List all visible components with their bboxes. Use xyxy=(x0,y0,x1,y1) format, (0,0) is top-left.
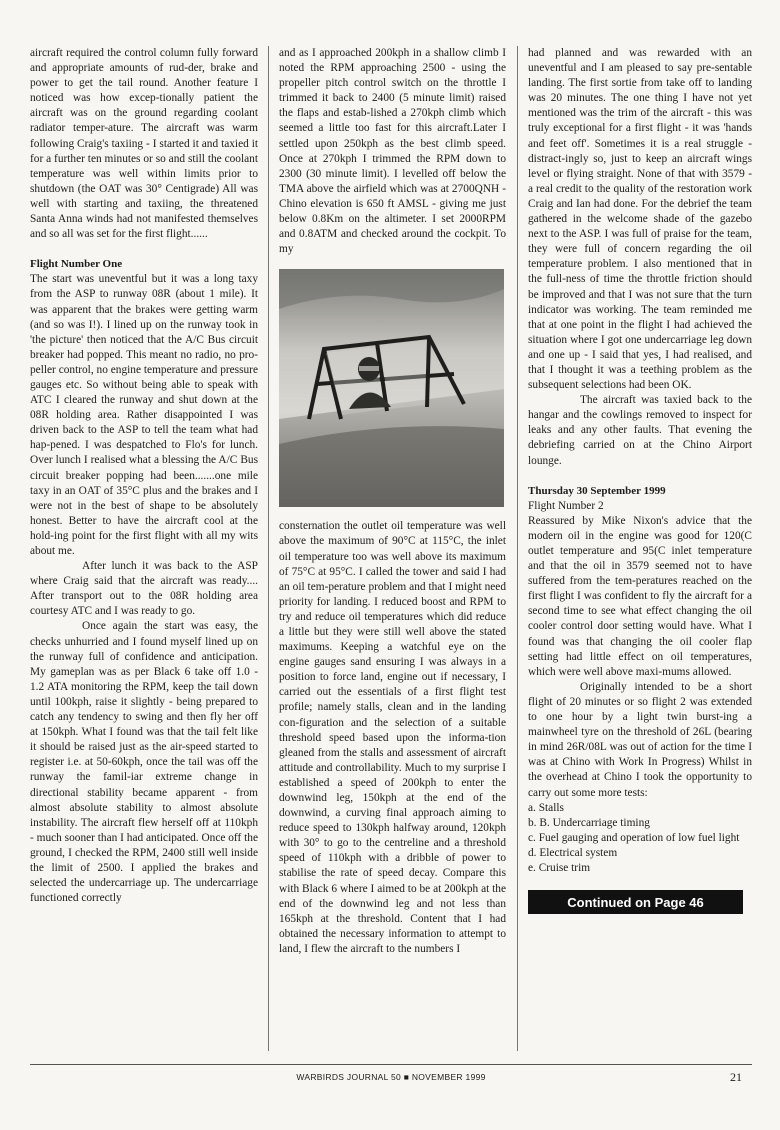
cockpit-photo xyxy=(279,269,504,507)
list-item: e. Cruise trim xyxy=(528,861,591,874)
list-item: c. Fuel gauging and operation of low fuel light xyxy=(528,831,740,844)
paragraph: had planned and was rewarded with an uneventful and I am pleased to say pre-sentable landing. The first sortie from take off to landing was 20 minutes. The one thing I have not yet mentioned was the trim of the aircraft - this was truly exceptional for a first flight - it was 'hands and feet off'. Sometimes it is a real struggle - distract-ingly so, just to keep an aircraft wings level or flying straight. None of that with 3579 - a real credit to the quality of the restoration work Craig and Ian had done. For the debrief the team gathered in the welcome shade of the gazebo next to the ASP. I was full of praise for the team, they were full of concern regarding the oil temperature problem. I also mentioned that in the full-ness of time the throttle friction should be improved and that I was not sure that the turn indicator was working. The team reminded me that at one point in the flight I had achieved the situation where I got one undercarriage leg down and one up - I said that yes, I had realised, and that I thought it was a teething problem as the subsequent selections had been OK. xyxy=(528,47,752,392)
column-1 xyxy=(30,46,258,906)
list-item: d. Electrical system xyxy=(528,846,618,859)
paragraph: and as I approached 200kph in a shallow climb I noted the RPM approaching 2500 - using the propeller pitch control switch on the throttle I trimmed it back to 2400 (5 minute limit) raised the flaps and estab-lished a 270kph climb which seemed a little too fast for this aircraft.Later I settled upon 250kph as the best climb speed. Once at 270kph I trimmed the RPM down to 2300 (30 minute limit). I levelled off below the TMA above the airfield which was at 2700QNH - Chino elevation is 650 ft AMSL - giving me just below 0.8Km on the altimeter. I set 2000RPM and 0.8ATM and checked around the cockpit. To my xyxy=(279,47,506,256)
column-divider xyxy=(268,46,269,1051)
paragraph: The aircraft was taxied back to the hangar and the cowlings removed to inspect for leaks and any other faults. That evening the debriefing carried on at the Chino Airport lounge. xyxy=(528,394,752,467)
paragraph: consternation the outlet oil temperature was well above the maximum of 90°C at 115°C, the inlet oil temperature too was well above its maximum of 75°C at 95°C. I called the tower and said I had an oil tem-perature problem and that I might need priority for landing. I reduced boost and RPM to try and reduce oil temperatures which did reduce a little but they were still well above the stated maximums. Keeping a watchful eye on the engine gauges sand ensuring I was always in a position to force land, engine out if necessary, I carried out the essentials of a first flight test profile; namely stalls, clean and in the landing con-figuration and the selection of a suitable threshold speed based upon the informa-tion gleaned from the stalls and assessment of aircraft attitude and controllability. Much to my surprise I established a speed of 200kph to enter the downwind leg, 150kph at the end of the downwind, a curving final approach aiming to reduce speed to 130kph halfway around, 120kph with 30° to go to the centreline and a threshold speed of 110kph with a dribble of power to stabilise the rate of speed decay. Compare this with Black 6 where I aimed to be at 200kph at the end of the downwind leg and not less than 165kph at the threshold. Content that I had obtained the necessary information to attempt to land, I flew the aircraft to the numbers I xyxy=(279,520,506,955)
test-list xyxy=(528,801,752,876)
paragraph: Reassured by Mike Nixon's advice that the modern oil in the engine was good for 120(C outlet temperature and 95(C inlet temperature and that the oil in 3579 seemed not to have suffered from the tem-peratures reached on the first flight I was confident to fly the aircraft for a second time to see what effect changing the oil cooler control door setting would have. What I found was that changing the oil cooler flap setting had little effect on oil temperatures, which were well above maxi-mums allowed. xyxy=(528,514,752,678)
journal-issue: WARBIRDS JOURNAL 50 ■ NOVEMBER 1999 xyxy=(296,1072,486,1082)
continued-banner: Continued on Page 46 xyxy=(528,890,743,914)
page-footer xyxy=(30,1069,752,1085)
paragraph: aircraft required the control column fully forward and appropriate amounts of rud-der, brake and power to get the tail round. Another feature I noticed was how excep-tionally patient the aircraft was on the ground regarding coolant radiator temper-ature. The aircraft was warm following Craig's taxiing - I started it and taxied it for a further ten minutes or so and still the coolant temperature was well within limits prior to shutdown (the OAT was 30° Centigrade) All was well with starting and taxiing, the threatened Santa Anna winds had not manifested themselves and so all was set for the first flight...... xyxy=(30,47,258,241)
column-2 xyxy=(279,46,506,957)
list-item: b. B. Undercarriage timing xyxy=(528,816,650,829)
paragraph: Once again the start was easy, the checks unhurried and I found myself lined up on the runway full of confidence and anticipation. My gameplan was as per Black 6 take off 1.0 - 1.2 ATA monitoring the RPM, keep the tail down until 100kph, raise it slightly - being prepared to catch any tendency to swing and then fly her off at 150kph. What I found was that the tail felt like it should be raised just as the air-speed started to register i.e. at 50-60kph, once the tail was off the runway the famil-iar extreme change in directional stability became apparent - from almost absolute stability to almost absolute instability. The aircraft flew herself off at 110kph - much sooner than I had anticipated. Once off the ground, I checked the RPM, 2400 still well inside the limit of 2500. I applied the brakes and selected the undercarriage up. The undercarriage functioned correctly xyxy=(30,620,258,905)
section-heading: Flight Number One xyxy=(30,258,123,271)
section-heading: Thursday 30 September 1999 xyxy=(528,484,666,497)
column-divider xyxy=(517,46,518,1051)
aircraft-cockpit-image xyxy=(279,269,504,507)
paragraph: The start was uneventful but it was a long taxy from the ASP to runway 08R (about 1 mile). It was apparent that the brakes were getting warm (and so was I!). I lined up on the runway took in 'the picture' then noticed that the A/C Bus circuit breaker had popped. This meant no radio, no pro-peller control, no engine temperature and pressure gauges etc. So without being able to speak with ATC I cleared the runway and shut down at the 08R holding area. Rather disappointed I was driven back to the ASP to tell the team what had hap-pened. I was despatched to Flo's for lunch. Over lunch I realised what a blessing the A/C Bus circuit breaker popping had been.......one mile taxy in an OAT of 35°C plus and the brakes and I were not in the best of shape to be absolutely honest. Better to have the aircraft cool at the hold-ing point for the first flight with all my wits about me. xyxy=(30,273,258,557)
page-number: 21 xyxy=(730,1070,742,1084)
column-3 xyxy=(528,46,752,914)
subheading: Flight Number 2 xyxy=(528,499,604,512)
footer-divider xyxy=(30,1064,752,1065)
list-item: a. Stalls xyxy=(528,801,564,814)
paragraph: After lunch it was back to the ASP where Craig said that the aircraft was ready.... After transport out to the 08R holding area courtesy ATC and I was ready to go. xyxy=(30,560,258,618)
paragraph: Originally intended to be a short flight of 20 minutes or so flight 2 was extended to one hour by a light twin burst-ing a mainwheel tyre on the threshold of 26L (bearing in mind 26R/08L was out of action for the time I was at Chino with Work In Progress) Whilst in the overhead at Chino I took the opportunity to carry out some more tests: xyxy=(528,680,752,799)
